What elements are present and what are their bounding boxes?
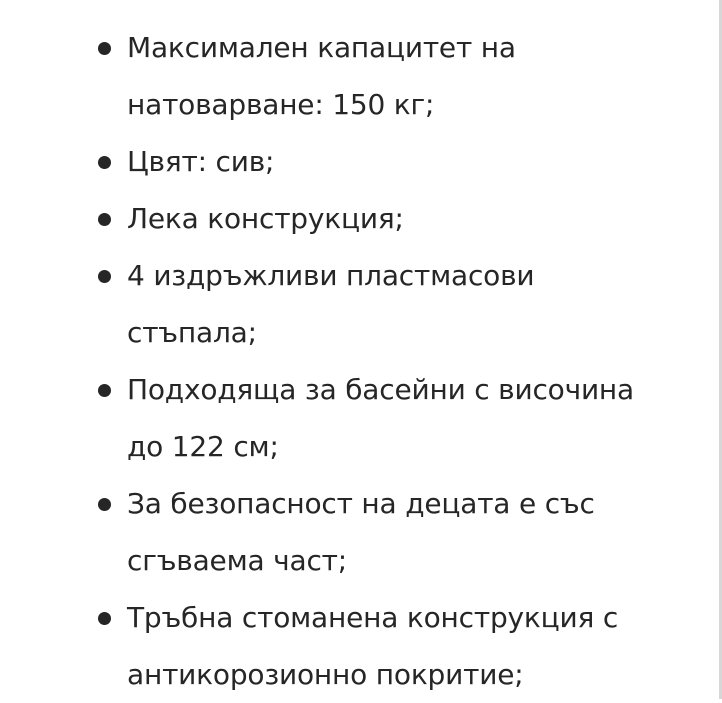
feature-list <box>0 19 690 703</box>
list-item-text: натоварване: 150 кг; <box>127 88 435 121</box>
list-item-text: Тръбна стоманена конструкция с <box>127 601 619 634</box>
list-item-text: антикорозионно покритие; <box>127 658 524 691</box>
list-item <box>0 361 690 475</box>
list-item-text: За безопасност на децата е със <box>127 487 595 520</box>
bullet-icon <box>98 384 111 397</box>
list-item-text: до 122 см; <box>127 430 279 463</box>
bullet-icon <box>98 42 111 55</box>
bullet-icon <box>98 498 111 511</box>
list-item-text: Подходяща за басейни с височина <box>127 373 635 406</box>
list-item <box>0 133 690 190</box>
list-item <box>0 247 690 361</box>
list-item-text: стъпала; <box>127 316 257 349</box>
list-item <box>0 475 690 589</box>
bullet-icon <box>98 612 111 625</box>
bullet-icon <box>98 156 111 169</box>
list-item-text: Цвят: сив; <box>127 145 275 178</box>
list-item-text: Максимален капацитет на <box>127 31 516 64</box>
list-item <box>0 589 690 703</box>
bullet-icon <box>98 270 111 283</box>
bullet-icon <box>98 213 111 226</box>
list-item-text: 4 издръжливи пластмасови <box>127 259 535 292</box>
list-item-text: Лека конструкция; <box>127 202 404 235</box>
list-item-text: сгъваема част; <box>127 544 347 577</box>
list-item <box>0 190 690 247</box>
list-item <box>0 19 690 133</box>
